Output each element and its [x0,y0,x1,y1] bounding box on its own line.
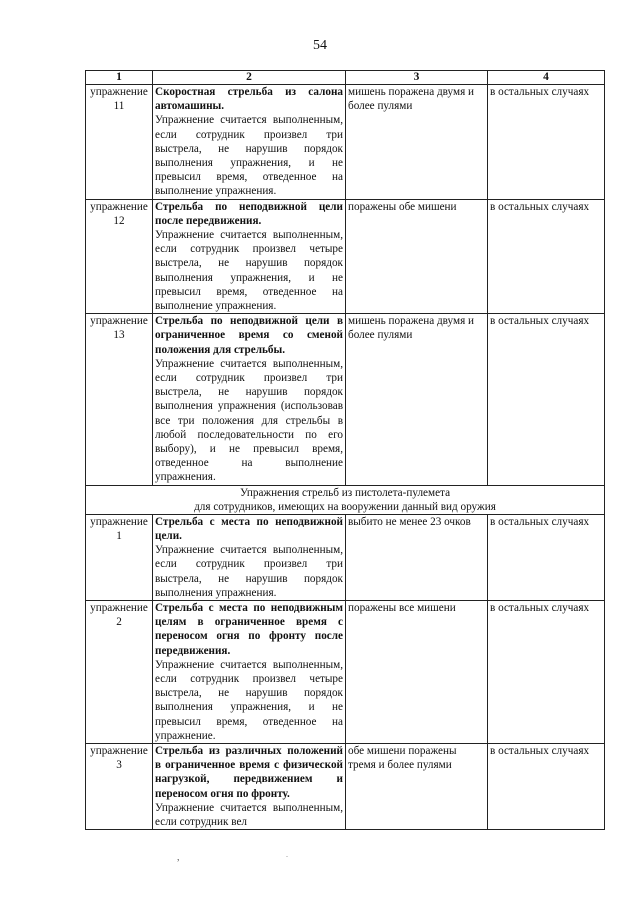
table-row [86,85,605,200]
section-heading [86,485,605,514]
other-criteria: в остальных случаях [488,199,605,314]
header-row [86,71,605,85]
exercise-number: упражнение 1 [86,514,153,600]
exercise-text: Упражнение считается выполненным, если сотрудник вел [155,801,343,828]
section-row [86,485,605,514]
other-criteria: в остальных случаях [488,85,605,200]
exercise-description [153,199,346,314]
exercise-description [153,514,346,600]
exercise-description [153,85,346,200]
other-criteria: в остальных случаях [488,743,605,829]
header-col-2: 2 [153,71,346,85]
exercise-number: упражнение 11 [86,85,153,200]
scan-dot: . [286,850,288,859]
section-heading-line-2: для сотрудников, имеющих на вооружении данный вид оружия [194,500,496,513]
header-col-1: 1 [86,71,153,85]
page-number: 54 [313,38,327,53]
exercise-text: Упражнение считается выполненным, если сотрудник произвел четыре выстрела, не нарушив порядок выполнения упражнения, и не превысил время, отведенное на упражнение. [155,658,343,742]
exercise-title: Стрельба из различных положений в ограниченное время с физической нагрузкой, передвижением и переносом огня по фронту. [155,744,343,800]
exercise-text: Упражнение считается выполненным, если сотрудник произвел три выстрела, не нарушив порядок выполнения упражнения (использовав все три положения для стрельбы в любой последовательности по его выбору), и не превысил время, отведенное на выполнение упражнения. [155,357,343,484]
table-row [86,600,605,743]
other-criteria: в остальных случаях [488,314,605,485]
excellent-criteria: мишень поражена двумя и более пулями [346,85,488,200]
table-row [86,743,605,829]
header-col-4: 4 [488,71,605,85]
exercise-title: Скоростная стрельба из салона автомашины. [155,86,343,113]
excellent-criteria: выбито не менее 23 очков [346,514,488,600]
excellent-criteria: поражены все мишени [346,600,488,743]
exercise-title: Стрельба по неподвижной цели после передвижения. [155,200,343,227]
excellent-criteria: поражены обе мишени [346,199,488,314]
header-col-3: 3 [346,71,488,85]
other-criteria: в остальных случаях [488,600,605,743]
table-row [86,514,605,600]
exercise-table [85,70,605,830]
exercise-number: упражнение 2 [86,600,153,743]
exercise-text: Упражнение считается выполненным, если сотрудник произвел четыре выстрела, не нарушив порядок выполнения упражнения, и не превысил время, отведенное на выполнение упражнения. [155,229,343,313]
exercise-title: Стрельба с места по неподвижным целям в ограниченное время с переносом огня по фронту после передвижения. [155,601,343,657]
exercise-title: Стрельба с места по неподвижной цели. [155,515,343,542]
scan-mark: , [177,852,180,863]
table-row [86,199,605,314]
excellent-criteria: мишень поражена двумя и более пулями [346,314,488,485]
exercise-text: Упражнение считается выполненным, если сотрудник произвел три выстрела, не нарушив порядок выполнения упражнения, и не превысил время, отведенное на выполнение упражнения. [155,114,343,198]
other-criteria: в остальных случаях [488,514,605,600]
exercise-description [153,743,346,829]
exercise-text: Упражнение считается выполненным, если сотрудник произвел три выстрела, не нарушив порядок выполнения упражнения. [155,544,343,599]
section-heading-line-1: Упражнения стрельб из пистолета-пулемета [239,486,451,499]
exercise-number: упражнение 3 [86,743,153,829]
excellent-criteria: обе мишени поражены тремя и более пулями [346,743,488,829]
exercise-description [153,600,346,743]
exercise-title: Стрельба по неподвижной цели в ограниченное время со сменой положения для стрельбы. [155,315,343,356]
exercise-description [153,314,346,485]
exercise-number: упражнение 12 [86,199,153,314]
exercise-number: упражнение 13 [86,314,153,485]
table-row [86,314,605,485]
